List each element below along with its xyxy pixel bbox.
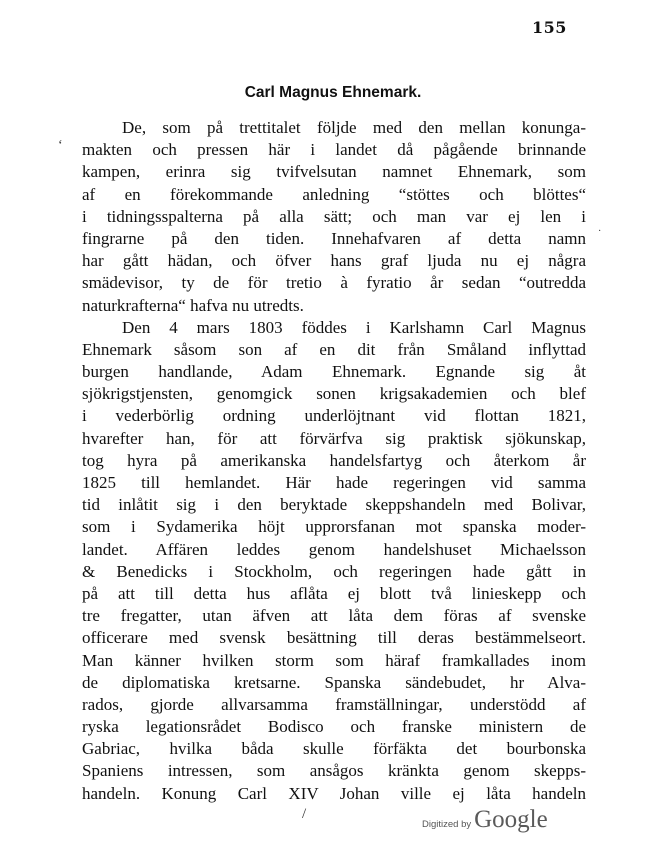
text-line: landet. Affären leddes genom handelshuset Michaelsson (82, 539, 586, 559)
page-number: 155 (532, 18, 567, 37)
text-line: 1825 till hemlandet. Här hade regeringen vid samma (82, 473, 586, 492)
text-line: Man känner hvilken storm som häraf framkallades inom (82, 650, 586, 670)
text-line: kampen, erinra sig tvifvelsutan namnet Ehnemark, som (82, 162, 586, 182)
text-line: tre fregatter, utan äfven att låta dem föras af svenske (82, 606, 586, 626)
text-line: ryska legationsrådet Bodisco och franske ministern de (82, 717, 586, 737)
chapter-title: Carl Magnus Ehnemark. (244, 84, 422, 101)
digitized-watermark (422, 806, 548, 834)
text-line: Den 4 mars 1803 föddes i Karlshamn Carl Magnus (122, 317, 586, 337)
text-line: tog hyra på amerikanska handelsfartyg och återkom år (82, 450, 586, 470)
text-line: Ehnemark såsom son af en dit från Småland inflyttad (82, 339, 586, 359)
text-line: rados, gjorde allvarsamma framställningar, understödd af (82, 694, 586, 714)
margin-mark-left: ‘ (58, 138, 63, 153)
text-line: Spaniens intressen, som ansågos kränkta genom skepps- (82, 761, 586, 781)
footer-mark: / (302, 806, 307, 822)
watermark-prefix: Digitized by (422, 819, 472, 830)
text-line: officerare med svensk besättning till deras bestämmelseort. (82, 628, 586, 648)
margin-mark-right: · (598, 226, 602, 237)
body-text (82, 117, 586, 805)
text-line: Gabriac, hvilka båda skulle förfäkta det bourbonska (82, 739, 586, 759)
text-line: af en förekommande anledning “stöttes och blöttes“ (82, 184, 586, 204)
text-line: smädevisor, ty de för tretio à fyratio år sedan “outredda (82, 273, 586, 293)
text-line: på att till detta hus aflåta ej blott två linieskepp och (82, 583, 586, 603)
text-line: burgen handlande, Adam Ehnemark. Egnande sig åt (82, 362, 586, 382)
text-line: i tidningsspalterna på alla sätt; och man var ej len i (82, 206, 586, 226)
google-logo: Google (474, 806, 548, 833)
text-line: sjökrigstjensten, genomgick sonen krigsakademien och blef (82, 384, 586, 404)
text-line: har gått hädan, och öfver hans graf ljuda nu ej några (82, 251, 586, 271)
text-line: hvarefter han, för att förvärfva sig praktisk sjökunskap, (82, 428, 586, 448)
text-line: naturkrafterna“ hafva nu utredts. (82, 295, 304, 315)
text-line: handeln. Konung Carl XIV Johan ville ej låta handeln (82, 783, 586, 803)
text-line: tid inlåtit sig i den beryktade skeppshandeln med Bolivar, (82, 495, 586, 515)
text-line: fingrarne på den tiden. Innehafvaren af detta namn (82, 228, 586, 248)
text-line: De, som på trettitalet följde med den mellan konunga- (122, 118, 586, 137)
text-line: i vederbörlig ordning underlöjtnant vid flottan 1821, (82, 406, 586, 426)
text-line: & Benedicks i Stockholm, och regeringen hade gått in (82, 561, 586, 581)
text-line: de diplomatiska kretsarne. Spanska sändebudet, hr Alva- (82, 672, 586, 692)
text-line: makten och pressen här i landet då pågående brinnande (82, 140, 586, 160)
text-line: som i Sydamerika höjt upprorsfanan mot spanska moder- (82, 517, 586, 537)
